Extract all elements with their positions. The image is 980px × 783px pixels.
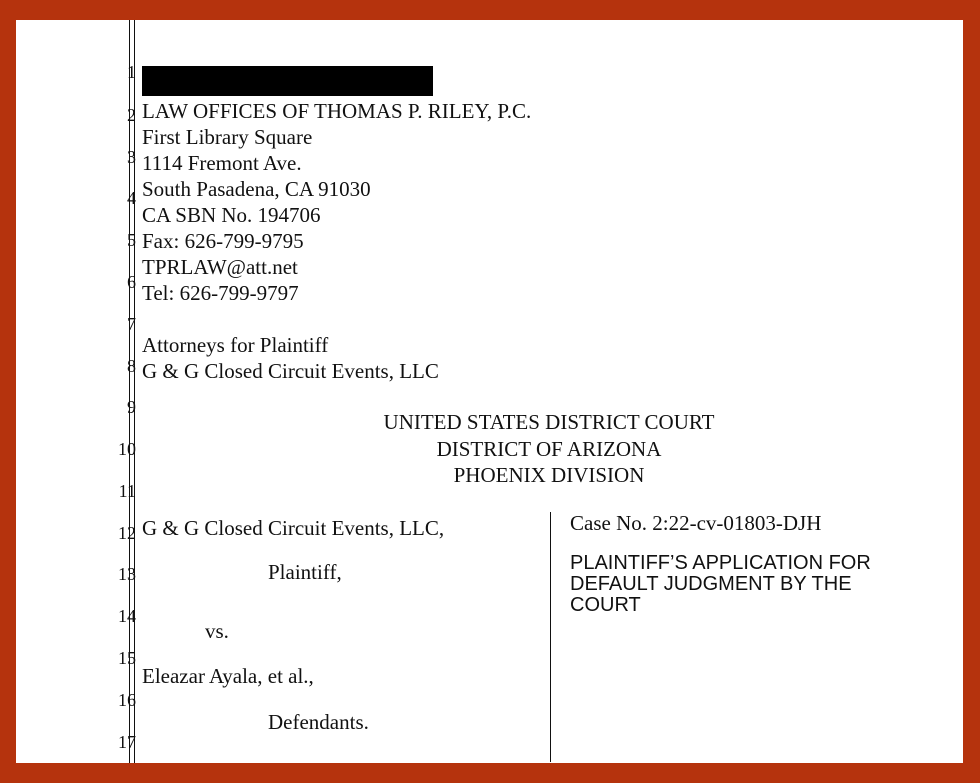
address-line-1: First Library Square	[142, 125, 313, 149]
address-line-2: 1114 Fremont Ave.	[142, 151, 302, 175]
document-title-line-1: PLAINTIFF’S APPLICATION FOR	[570, 552, 871, 574]
client-name: G & G Closed Circuit Events, LLC	[142, 359, 439, 383]
email-address: TPRLAW@att.net	[142, 255, 298, 279]
line-number: 5	[127, 230, 136, 250]
plaintiff-label: Plaintiff,	[268, 560, 342, 584]
defendant-name: Eleazar Ayala, et al.,	[142, 664, 314, 688]
attorneys-for: Attorneys for Plaintiff	[142, 333, 329, 357]
fax-number: Fax: 626-799-9795	[142, 229, 304, 253]
document-title-line-3: COURT	[570, 594, 641, 616]
line-number: 16	[118, 690, 136, 710]
case-number: Case No. 2:22-cv-01803-DJH	[570, 511, 822, 535]
versus: vs.	[205, 619, 229, 643]
line-number: 11	[118, 481, 136, 501]
line-number: 4	[127, 188, 136, 208]
line-number: 6	[127, 272, 136, 292]
city-line: South Pasadena, CA 91030	[142, 177, 371, 201]
line-number: 13	[118, 564, 136, 584]
pleading-page	[16, 20, 963, 763]
court-district: DISTRICT OF ARIZONA	[436, 437, 662, 461]
defendant-label: Defendants.	[268, 710, 369, 734]
line-number: 8	[127, 356, 136, 376]
line-number: 14	[118, 606, 136, 626]
line-number: 2	[127, 105, 136, 125]
court-name: UNITED STATES DISTRICT COURT	[383, 410, 715, 434]
telephone-number: Tel: 626-799-9797	[142, 281, 299, 305]
line-number: 1	[127, 62, 136, 82]
document-title-line-2: DEFAULT JUDGMENT BY THE	[570, 573, 852, 595]
firm-name: LAW OFFICES OF THOMAS P. RILEY, P.C.	[142, 99, 532, 123]
redaction-block	[142, 66, 433, 96]
line-number: 3	[127, 147, 136, 167]
line-number: 17	[118, 732, 136, 752]
caption-divider	[550, 512, 551, 762]
plaintiff-name: G & G Closed Circuit Events, LLC,	[142, 516, 445, 540]
document-title	[570, 553, 930, 616]
line-number: 7	[127, 314, 136, 334]
line-number: 10	[118, 439, 136, 459]
line-number: 9	[127, 397, 136, 417]
line-number: 15	[118, 648, 136, 668]
line-number: 12	[118, 523, 136, 543]
bar-number: CA SBN No. 194706	[142, 203, 321, 227]
court-division: PHOENIX DIVISION	[453, 463, 645, 487]
